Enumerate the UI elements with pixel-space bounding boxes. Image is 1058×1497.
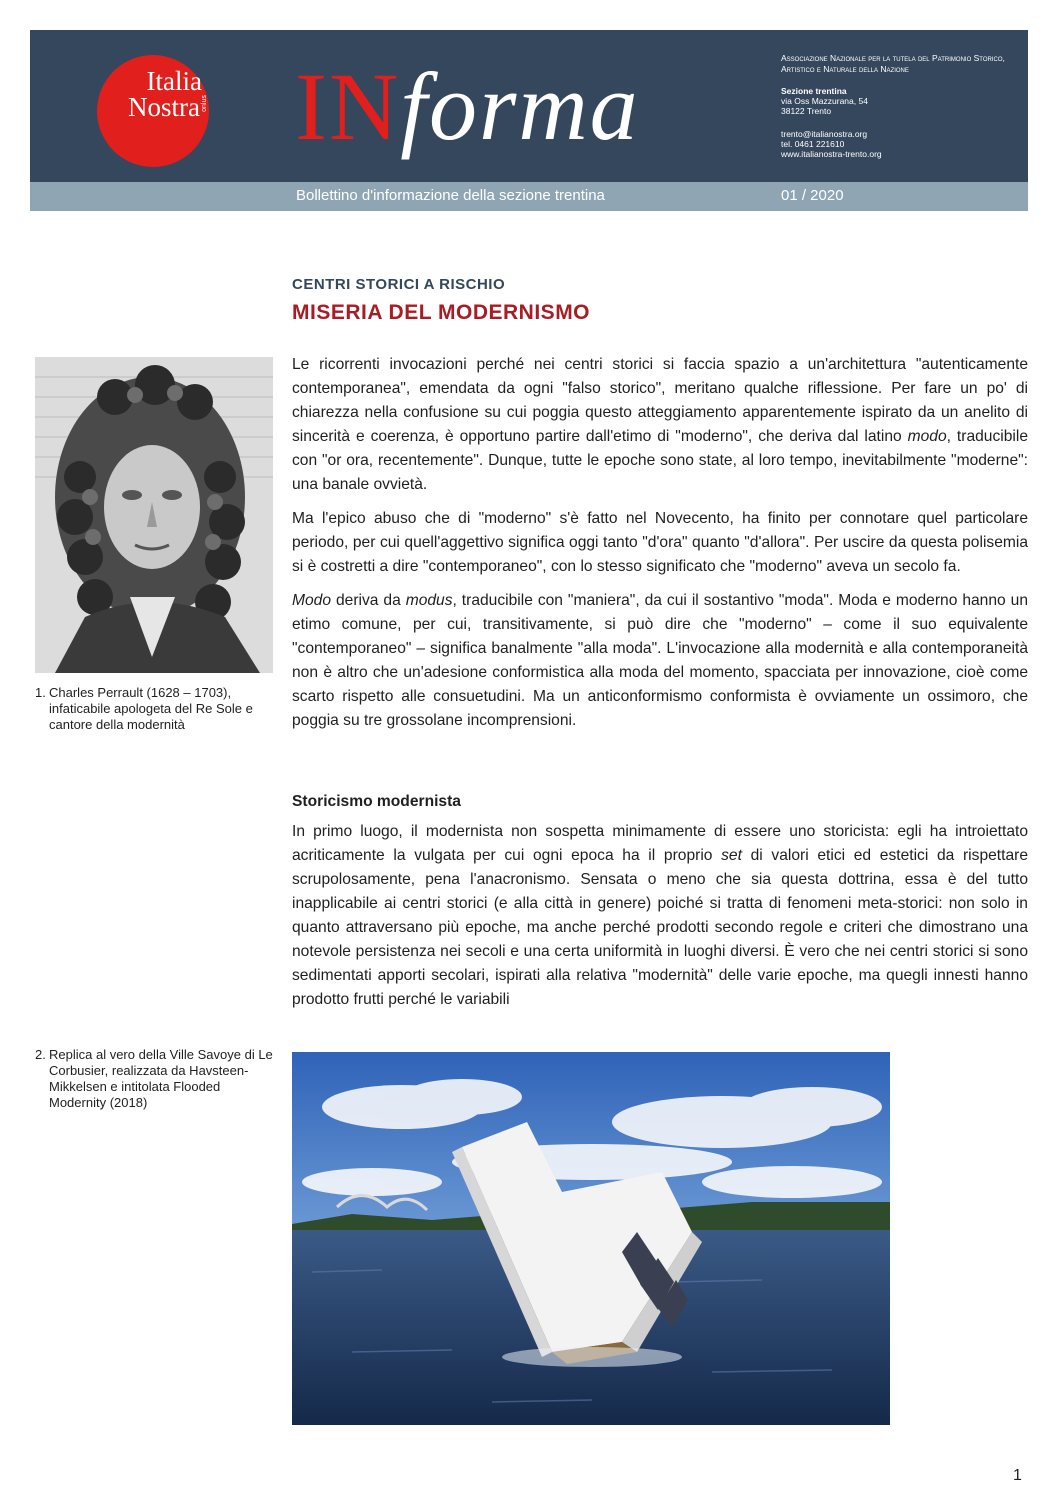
phone-text: tel. 0461 221610 bbox=[781, 139, 845, 149]
email-link[interactable]: trento@italianostra.org bbox=[781, 129, 868, 139]
page-number: 1 bbox=[1013, 1467, 1022, 1484]
paragraph-1-end: , traducibile con "or ora, recentemente". Dunque, tutte le epoche sono state, al loro tempo, inevitabilmente "moderne": una banale ovvietà. bbox=[292, 428, 1028, 493]
portrait-engraving bbox=[35, 357, 273, 673]
caption-text: Replica al vero della Ville Savoye di Le Corbusier, realizzata da Havsteen-Mikkelsen e intitolata Flooded Modernity (2018) bbox=[49, 1047, 273, 1110]
tagline: Bollettino d'informazione della sezione trentina bbox=[296, 187, 605, 204]
brand-title bbox=[295, 52, 640, 162]
paragraph-4-a: In primo luogo, il modernista non sospetta minimamente di essere uno storicista: egli ha introiettato acriticamente la vulgata per cui ogni epoca ha il proprio bbox=[292, 823, 1028, 864]
paragraph-3 bbox=[292, 589, 1028, 733]
address-line2: 38122 Trento bbox=[781, 106, 832, 116]
paragraph-3-em2: modus bbox=[405, 592, 453, 609]
association-name: Associazione Nazionale per la tutela del Patrimonio Storico, Artistico e Naturale della Nazione bbox=[781, 53, 1005, 74]
paragraph-3-a: deriva da bbox=[331, 592, 406, 609]
caption-text: Charles Perrault (1628 – 1703), infaticabile apologeta del Re Sole e cantore della modernità bbox=[49, 685, 253, 732]
brand-in: IN bbox=[295, 53, 401, 160]
caption-number: 1. bbox=[35, 685, 46, 700]
paragraph-3-em1: Modo bbox=[292, 592, 332, 609]
figure-portrait bbox=[35, 357, 273, 673]
logo-text bbox=[100, 68, 210, 120]
contacts-block bbox=[781, 129, 1001, 159]
issue-number: 01 / 2020 bbox=[781, 187, 844, 204]
caption-number: 2. bbox=[35, 1047, 46, 1062]
paragraph-4-em: set bbox=[721, 847, 742, 864]
logo-line2: Nostra bbox=[128, 92, 200, 122]
caption-figure-2 bbox=[35, 1047, 275, 1111]
paragraph-1 bbox=[292, 353, 1028, 497]
article-kicker: CENTRI STORICI A RISCHIO bbox=[292, 276, 506, 293]
section-name: Sezione trentina bbox=[781, 86, 847, 96]
website-link[interactable]: www.italianostra-trento.org bbox=[781, 149, 882, 159]
masthead bbox=[30, 30, 1028, 182]
flooded-house-photo bbox=[292, 1052, 890, 1425]
figure-flooded-modernity bbox=[292, 1052, 890, 1425]
caption-figure-1 bbox=[35, 685, 275, 733]
article-headline: MISERIA DEL MODERNISMO bbox=[292, 301, 591, 324]
paragraph-4-b: di valori etici ed estetici da rispettare scrupolosamente, pena l'anacronismo. Sensata o meno che sia questa dottrina, essa è del tutto inapplicabile ai centri storici (e alla città in genere) poiché si tratta di fenomeni meta-storici: non solo in quanto attraversano più epoche, ma anche perché prodotti secondo regole e criteri che dimostrano una notevole persistenza nei secoli e una certa uniformità in luoghi diversi. È vero che nei centri storici si sono sedimentati apporti secolari, ispirati alla relativa "modernità" delle varie epoche, ma quegli innesti hanno prodotto frutti perché le variabili bbox=[292, 847, 1028, 1008]
brand-forma: forma bbox=[400, 53, 640, 160]
paragraph-2: Ma l'epico abuso che di "moderno" s'è fatto nel Novecento, ha finito per connotare quel particolare periodo, per cui quell'aggettivo significa oggi tanto "d'ora" quanto "d'allora". Per uscire da questa polisemia si è costretti a dire "contemporaneo", con lo stesso significato che "moderno" aveva un secolo fa. bbox=[292, 510, 1028, 575]
logo-onlus: onlus bbox=[200, 95, 208, 112]
logo-line1: Italia bbox=[146, 66, 202, 96]
paragraph-1-text: Le ricorrenti invocazioni perché nei centri storici si faccia spazio a un'architettura "autenticamente contemporanea", emendata da ogni "falso storico", meritano qualche riflessione. Per fare un po' di chiarezza nella confusione su cui poggia questo atteggiamento apparentemente ispirato da un anelito di sincerità e coerenza, è opportuno partire dall'etimo di "moderno", che deriva dal latino bbox=[292, 356, 1028, 445]
paragraph-3-b: , traducibile con "maniera", da cui il sostantivo "moda". Moda e moderno hanno un etimo comune, per cui, transitivamente, si può dire che "moderno" – come il suo equivalente "contemporaneo" – significa banalmente "alla moda". L'invocazione alla modernità e alla contemporaneità non è altro che un'adesione conformistica alla moda del momento, spacciata per innovazione, cioè come scarto rispetto alle consuetudini. Ma un anticonformismo conformista è ovviamente un ossimoro, che poggia su tre grossolane incomprensioni. bbox=[292, 592, 1028, 729]
section-heading: Storicismo modernista bbox=[292, 793, 461, 810]
article-body-top bbox=[292, 353, 1028, 743]
subtitle-bar bbox=[30, 182, 1028, 211]
article-body-bottom bbox=[292, 820, 1028, 1022]
address-line1: via Oss Mazzurana, 54 bbox=[781, 96, 868, 106]
address-block bbox=[781, 86, 1001, 116]
paragraph-1-em: modo bbox=[907, 428, 947, 445]
paragraph-4 bbox=[292, 820, 1028, 1012]
